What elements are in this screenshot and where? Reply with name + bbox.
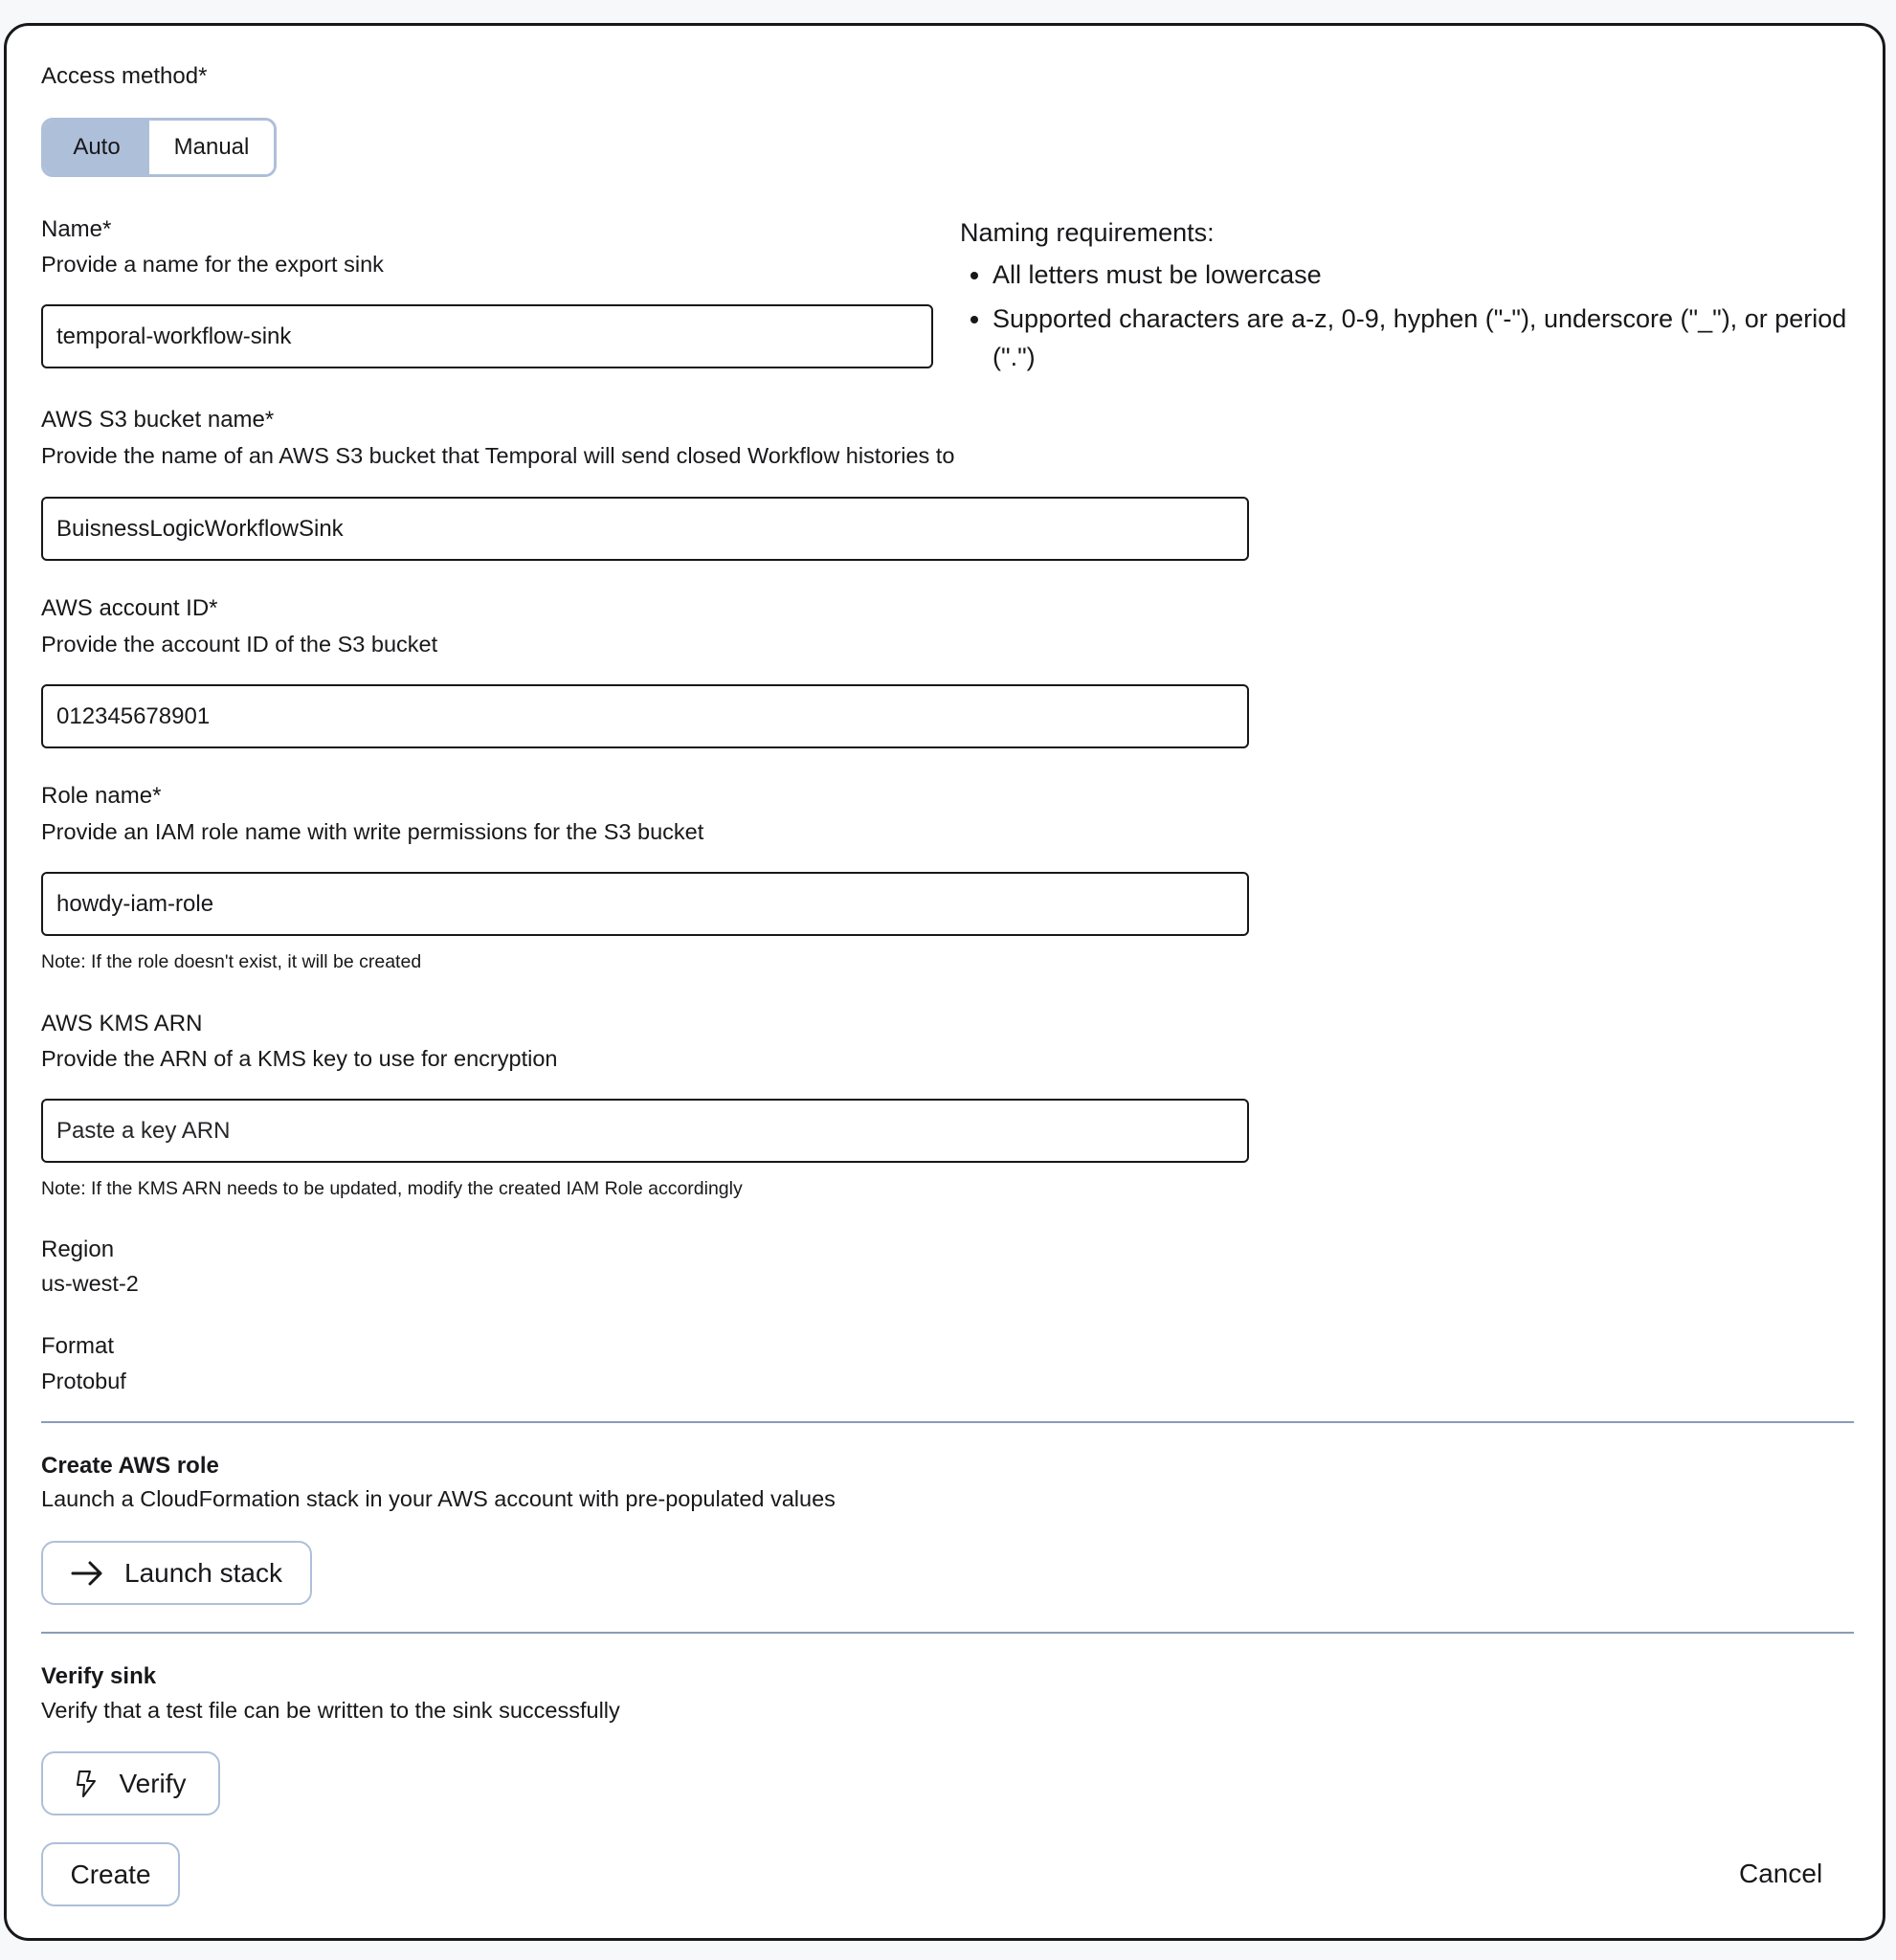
kms-description: Provide the ARN of a KMS key to use for encryption	[41, 1046, 558, 1071]
access-method-manual[interactable]: Manual	[149, 121, 274, 174]
create-export-sink-form	[4, 23, 1885, 1941]
verify-label: Verify	[119, 1768, 187, 1798]
role-input[interactable]	[41, 872, 1249, 936]
naming-requirement-item: • Supported characters are a-z, 0-9, hyphen ("-"), underscore ("_"), or period (".")	[993, 300, 1850, 376]
naming-requirements	[960, 213, 1850, 382]
create-role-description: Launch a CloudFormation stack in your AWS account with pre-populated values	[41, 1486, 836, 1511]
verify-title: Verify sink	[41, 1663, 157, 1689]
divider	[41, 1632, 1854, 1634]
name-label: Name*	[41, 216, 112, 242]
launch-stack-label: Launch stack	[124, 1557, 282, 1588]
access-method-toggle[interactable]	[41, 118, 277, 177]
naming-requirements-title: Naming requirements:	[960, 218, 1215, 247]
region-value: us-west-2	[41, 1271, 139, 1296]
role-label: Role name*	[41, 783, 162, 809]
cancel-button[interactable]: Cancel	[1739, 1859, 1823, 1888]
naming-requirement-item: • All letters must be lowercase	[993, 256, 1850, 294]
launch-stack-button[interactable]	[41, 1541, 312, 1605]
bucket-label: AWS S3 bucket name*	[41, 407, 275, 433]
arrow-right-icon	[71, 1561, 103, 1586]
bucket-input[interactable]	[41, 497, 1249, 561]
access-method-label: Access method*	[41, 63, 208, 89]
role-description: Provide an IAM role name with write permissions for the S3 bucket	[41, 819, 704, 844]
verify-button[interactable]	[41, 1751, 220, 1815]
role-note: Note: If the role doesn't exist, it will be created	[41, 951, 422, 972]
verify-description: Verify that a test file can be written to the sink successfully	[41, 1698, 620, 1723]
name-input[interactable]	[41, 304, 933, 368]
kms-label: AWS KMS ARN	[41, 1011, 203, 1036]
access-method-auto[interactable]: Auto	[44, 121, 149, 174]
bucket-description: Provide the name of an AWS S3 bucket that Temporal will send closed Workflow histories to	[41, 443, 955, 468]
create-role-title: Create AWS role	[41, 1453, 219, 1479]
format-label: Format	[41, 1333, 115, 1359]
divider	[41, 1421, 1854, 1423]
create-button[interactable]: Create	[41, 1842, 180, 1906]
format-value: Protobuf	[41, 1369, 126, 1393]
account-label: AWS account ID*	[41, 595, 218, 621]
lightning-icon	[75, 1770, 98, 1798]
kms-note: Note: If the KMS ARN needs to be updated, modify the created IAM Role accordingly	[41, 1178, 743, 1199]
account-description: Provide the account ID of the S3 bucket	[41, 632, 438, 657]
region-label: Region	[41, 1236, 115, 1262]
kms-input[interactable]	[41, 1099, 1249, 1163]
account-input[interactable]	[41, 684, 1249, 748]
name-description: Provide a name for the export sink	[41, 252, 384, 277]
